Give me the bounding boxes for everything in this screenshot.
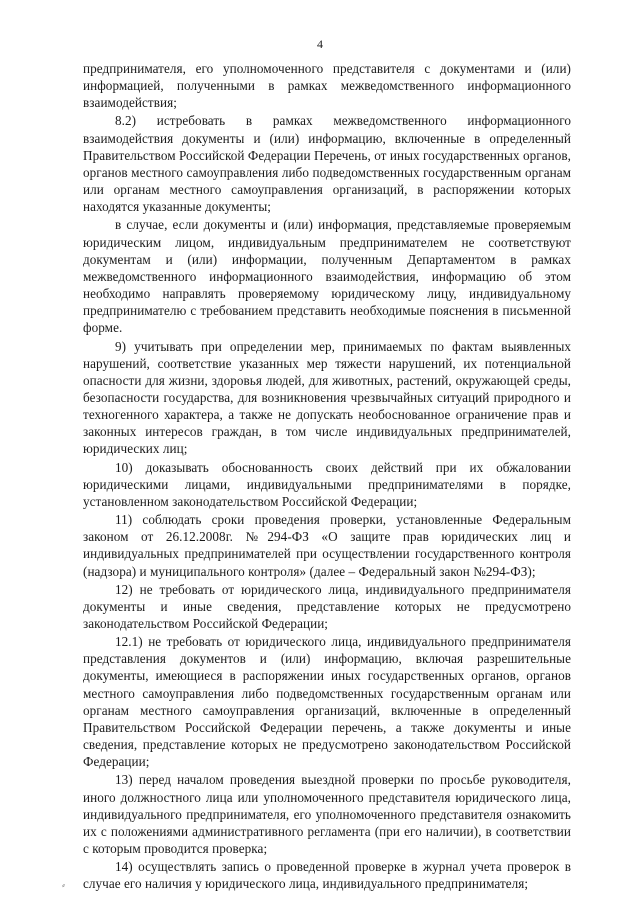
paragraph-discrepancy: в случае, если документы и (или) информация, представляемые проверяемым юридическим лицом, индивидуальным предпринимателем не соответствуют документам и (или) информации, полученным Департаментом в рамках межведомственного информационного взаимодействия, информацию об этом необходимо направлять проверяемому юридическому лицу, индивидуальному предпринимателю с требованием представить необходимые пояснения в письменной форме. — [83, 217, 571, 336]
paragraph-13: 13) перед началом проведения выездной проверки по просьбе руководителя, иного должностного лица или уполномоченного представителя юридического лица, индивидуального предпринимателя, его уполномоченного представителя ознакомить их с положениями административного регламента (при его наличии), в соответствии с которым проводится проверка; — [83, 772, 571, 857]
document-body — [83, 60, 571, 894]
paragraph-8-2: 8.2) истребовать в рамках межведомственного информационного взаимодействия документы и (или) информацию, включенные в определенный Правительством Российской Федерации Перечень, от иных государственных органов, органов местного самоуправления либо подведомственных государственным органам или органам местного самоуправления организаций, в распоряжении которых находятся указанные документы; — [83, 113, 571, 215]
paragraph-9: 9) учитывать при определении мер, принимаемых по фактам выявленных нарушений, соответствие указанных мер тяжести нарушений, их потенциальной опасности для жизни, здоровья людей, для животных, растений, окружающей среды, безопасности государства, для возникновения чрезвычайных ситуаций природного и техногенного характера, а также не допускать необоснованное ограничение прав и законных интересов граждан, в том числе индивидуальных предпринимателей, юридических лиц; — [83, 338, 571, 457]
page-number: 4 — [317, 37, 323, 51]
paragraph-12-1: 12.1) не требовать от юридического лица, индивидуального предпринимателя представления документов и (или) информацию, включая разрешительные документы, имеющиеся в распоряжении иных государственных органов, органов местного самоуправления либо подведомственных государственным органам или органам местного самоуправления организаций, включенные в определенный Правительством Российской Федерации перечень, а также документы и иные сведения, представление которых не предусмотрено законодательством Российской Федерации; — [83, 634, 571, 770]
paragraph-11: 11) соблюдать сроки проведения проверки, установленные Федеральным законом от 26.12.2008г. №294-ФЗ «О защите прав юридических лиц и индивидуальных предпринимателей при осуществлении государственного контроля (надзора) и муниципального контроля» (далее – Федеральный закон №294-ФЗ); — [83, 512, 571, 579]
paragraph-10: 10) доказывать обоснованность своих действий при их обжаловании юридическими лицами, индивидуальными предпринимателями в порядке, установленном законодательством Российской Федерации; — [83, 459, 571, 509]
scan-mark: ⸗ — [62, 880, 65, 890]
paragraph-12: 12) не требовать от юридического лица, индивидуального предпринимателя документы и иные сведения, представление которых не предусмотрено законодательством Российской Федерации; — [83, 581, 571, 631]
paragraph-continuation: предпринимателя, его уполномоченного представителя с документами и (или) информацией, полученными в рамках межведомственного информационного взаимодействия; — [83, 61, 571, 111]
paragraph-14: 14) осуществлять запись о проведенной проверке в журнал учета проверок в случае его наличия у юридического лица, индивидуального предпринимателя; — [83, 859, 571, 892]
